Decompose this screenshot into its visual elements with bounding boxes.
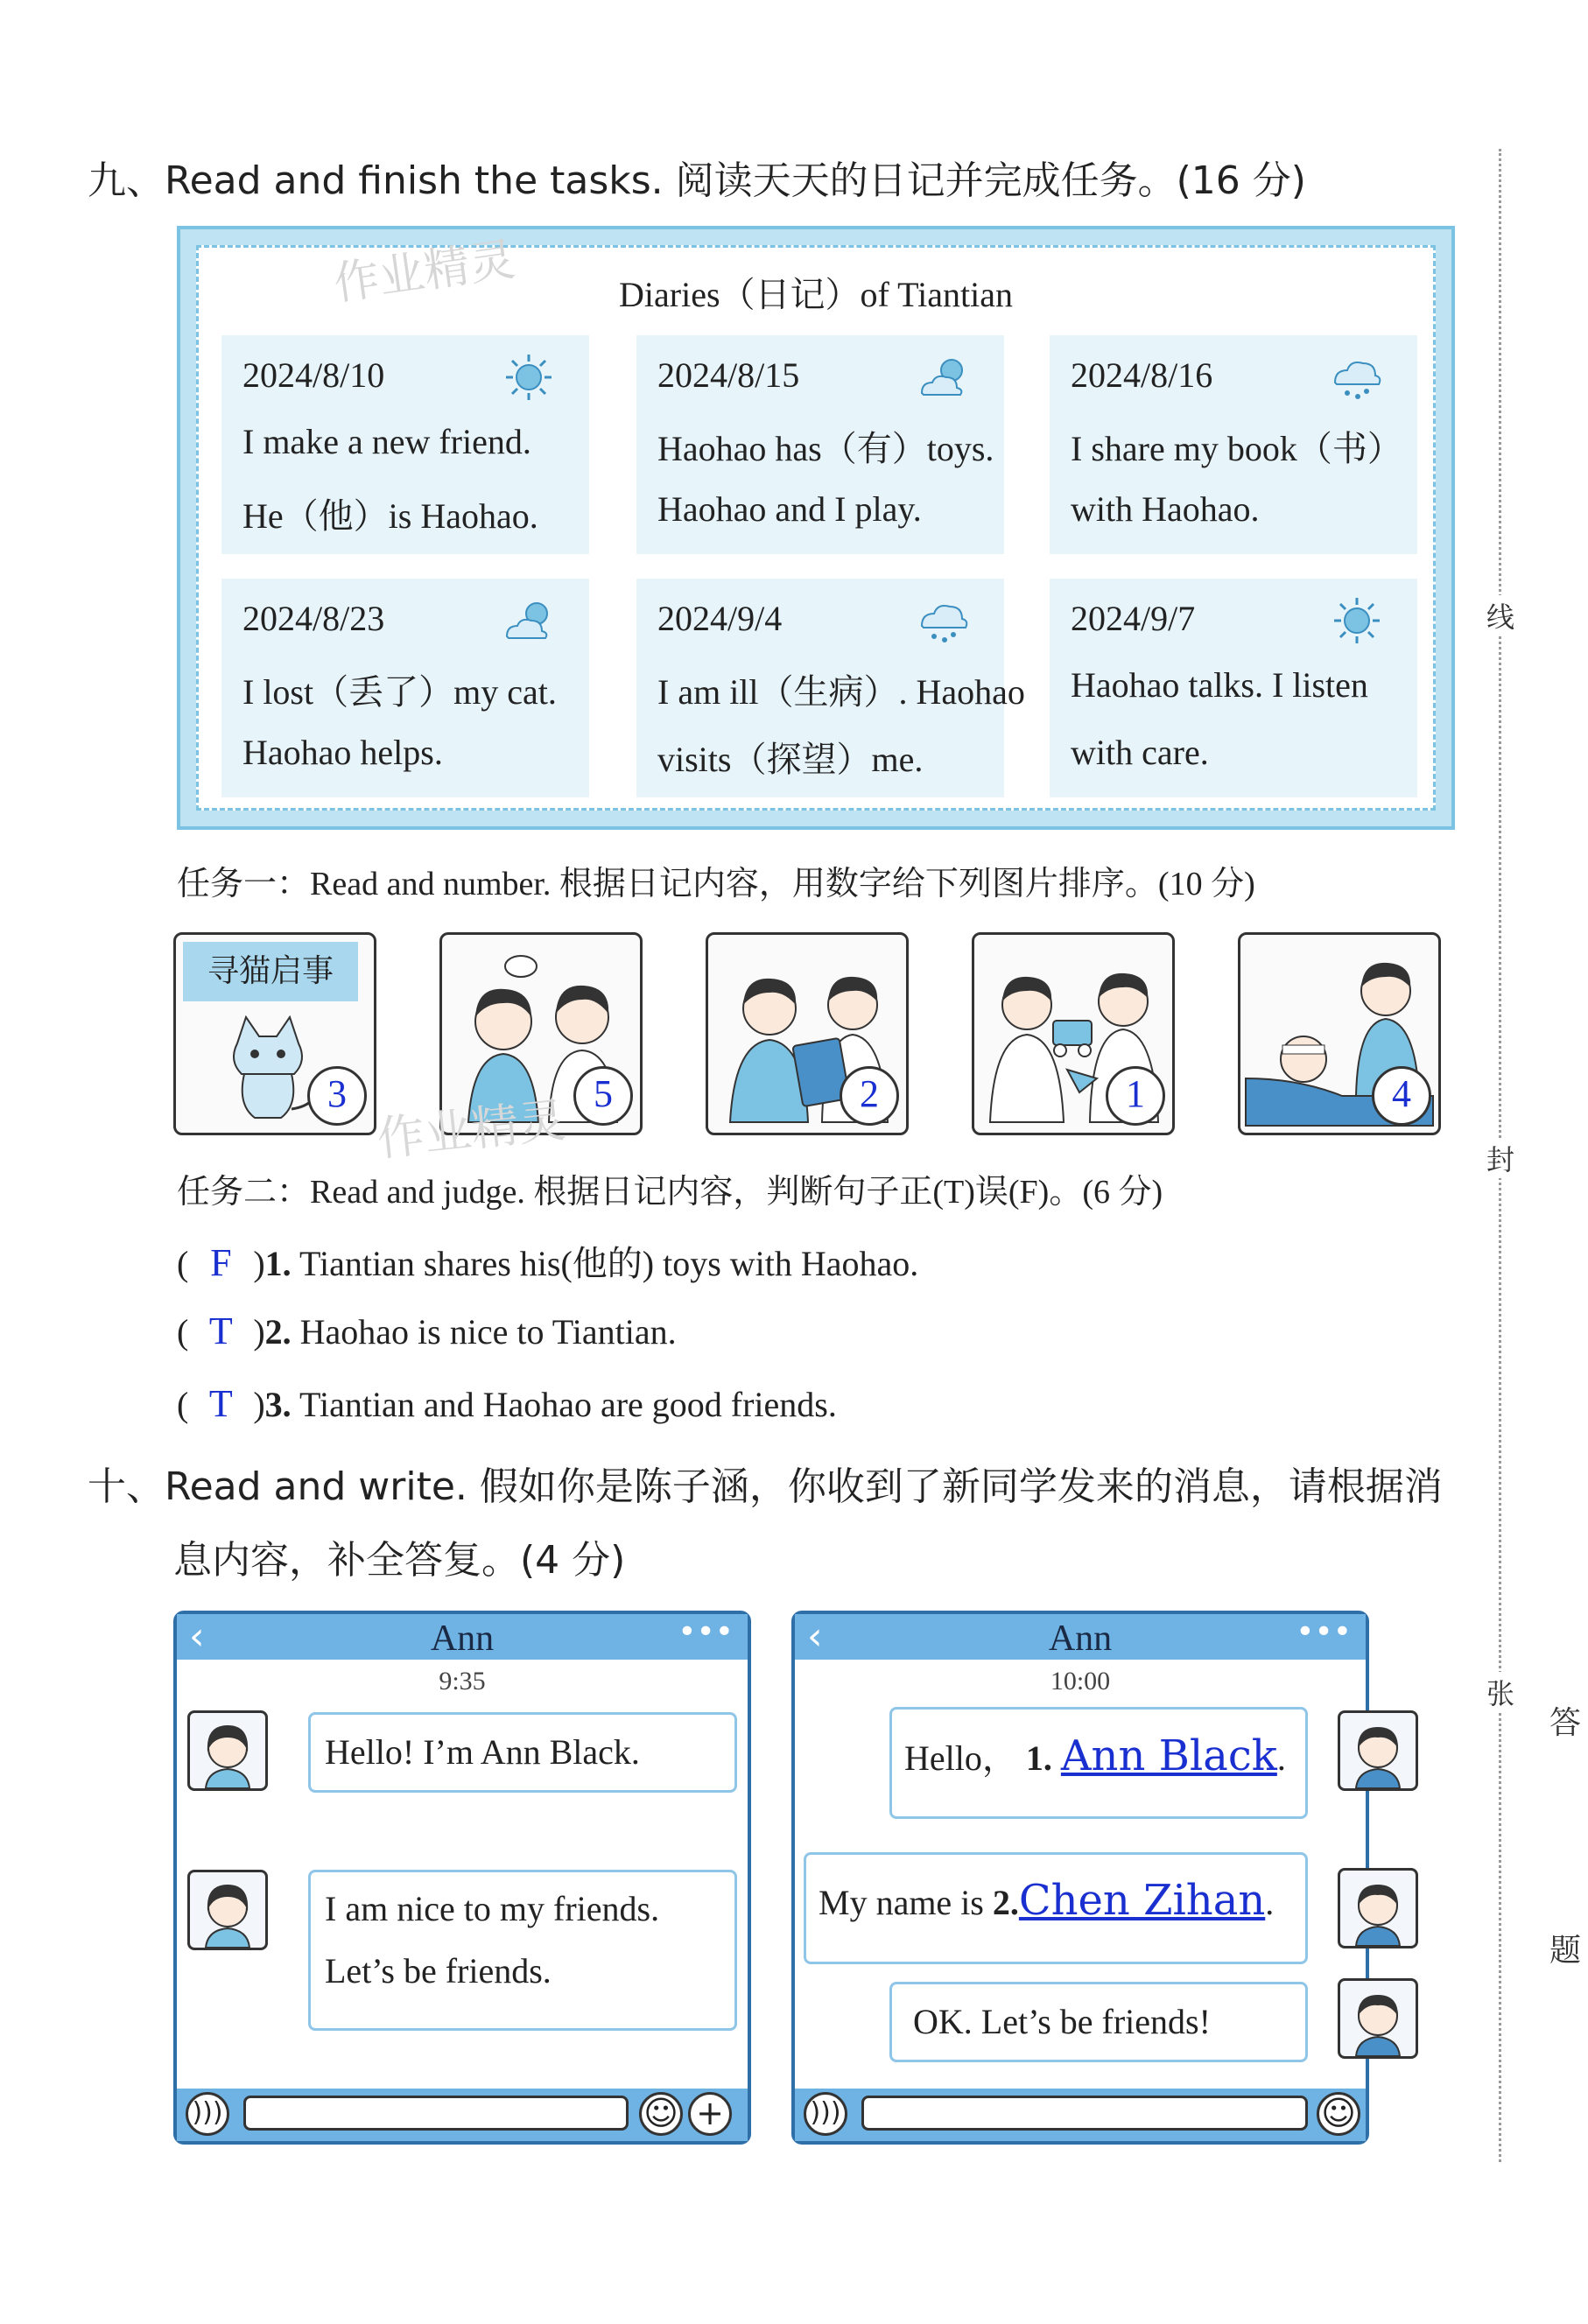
judge-item: ( T )3. Tiantian and Haohao are good friends. xyxy=(177,1382,837,1425)
picture-number[interactable]: 1 xyxy=(1106,1066,1165,1126)
chat-window-right xyxy=(791,1611,1369,2145)
entry-line: Haohao helps. xyxy=(242,733,443,772)
diary-entry xyxy=(1050,335,1417,554)
chat-time: 9:35 xyxy=(439,1667,486,1696)
avatar xyxy=(1338,1868,1418,1948)
emoji-icon[interactable]: ☺ xyxy=(1317,2092,1360,2136)
judge-answer[interactable]: T xyxy=(208,1309,233,1352)
judge-answer[interactable]: F xyxy=(210,1241,232,1284)
diary-entry xyxy=(636,579,1025,797)
picture-number[interactable]: 3 xyxy=(307,1066,367,1126)
girl-avatar-icon xyxy=(1340,1713,1416,1788)
message-input[interactable] xyxy=(861,2096,1308,2131)
edge-char: 答 xyxy=(1549,1705,1582,1741)
answer-blank-1[interactable]: Ann Black xyxy=(1060,1731,1277,1780)
rain-icon xyxy=(1326,351,1388,404)
chat-bubble-outgoing: OK. Let’s be friends! xyxy=(889,1982,1308,2062)
entry-date: 2024/8/15 xyxy=(657,355,800,395)
sunny-icon xyxy=(498,351,559,404)
entry-line: I lost（丢了）my cat. xyxy=(242,672,557,712)
entry-date: 2024/8/10 xyxy=(242,355,385,395)
entry-date: 2024/8/23 xyxy=(242,599,385,638)
entry-line: I make a new friend. xyxy=(242,422,531,461)
binding-label: 张 xyxy=(1486,1672,1514,1712)
picture-boys-playing-toys xyxy=(972,932,1175,1135)
avatar xyxy=(1338,1710,1418,1791)
picture-number[interactable]: 5 xyxy=(573,1066,633,1126)
chat-contact-name: Ann xyxy=(1048,1618,1113,1659)
entry-line: I am ill（生病）. Haohao xyxy=(657,672,1025,712)
diary-entry xyxy=(221,335,589,554)
chat-message-line: Let’s be friends. xyxy=(325,1951,552,1990)
chat-bubble-outgoing: My name is 2.Chen Zihan. xyxy=(804,1852,1308,1964)
judge-item: ( F )1. Tiantian shares his(他的) toys with Haohao. xyxy=(177,1241,919,1284)
chat-message-line: I am nice to my friends. xyxy=(325,1889,660,1928)
task-2-instruction: 任务二：Read and judge. 根据日记内容，判断句子正(T)误(F)。(6 分) xyxy=(177,1174,1163,1211)
answer-blank-2[interactable]: Chen Zihan xyxy=(1018,1876,1266,1925)
chat-bubble-outgoing: Hello， 1. Ann Black. xyxy=(889,1707,1308,1819)
diary-title: Diaries（日记）of Tiantian xyxy=(619,275,1013,314)
watermark: 作业精灵 xyxy=(330,233,518,312)
diary-entry xyxy=(1050,579,1417,797)
picture-number[interactable]: 2 xyxy=(840,1066,899,1126)
entry-line: visits（探望）me. xyxy=(657,740,924,779)
cat-icon xyxy=(211,1008,325,1122)
binding-label: 封 xyxy=(1486,1138,1514,1178)
girl-avatar-icon xyxy=(190,1713,265,1788)
avatar xyxy=(187,1870,268,1950)
entry-date: 2024/9/4 xyxy=(657,599,783,638)
entry-line: He（他）is Haohao. xyxy=(242,496,538,536)
poster-caption: 寻猫启事 xyxy=(183,942,358,1001)
task-1-instruction: 任务一：Read and number. 根据日记内容，用数字给下列图片排序。(10 分) xyxy=(177,866,1255,902)
plus-icon[interactable]: + xyxy=(688,2092,732,2136)
avatar xyxy=(187,1710,268,1791)
entry-line: I share my book（书） xyxy=(1071,429,1402,468)
chat-header xyxy=(795,1614,1366,1660)
chat-header xyxy=(177,1614,748,1660)
edge-char: 题 xyxy=(1549,1933,1582,1969)
chat-contact-name: Ann xyxy=(430,1618,495,1659)
diary-entry xyxy=(221,579,589,797)
binding-label: 线 xyxy=(1486,595,1514,635)
picture-lost-cat-poster xyxy=(173,932,376,1135)
entry-date: 2024/9/7 xyxy=(1071,599,1196,638)
back-icon[interactable]: ‹ xyxy=(807,1614,823,1659)
picture-number[interactable]: 4 xyxy=(1372,1066,1431,1126)
entry-date: 2024/8/16 xyxy=(1071,355,1213,395)
chat-bubble-incoming: Hello! I’m Ann Black. xyxy=(308,1712,737,1793)
girl-avatar-icon xyxy=(190,1872,265,1948)
voice-icon[interactable]: ))) xyxy=(186,2092,229,2136)
judge-item: ( T )2. Haohao is nice to Tiantian. xyxy=(177,1309,677,1352)
judge-answer[interactable]: T xyxy=(208,1382,233,1425)
picture-boys-sharing-book xyxy=(706,932,909,1135)
chat-time: 10:00 xyxy=(1050,1667,1111,1696)
entry-line: with care. xyxy=(1071,733,1209,772)
section-10-heading: 十、Read and write. 假如你是陈子涵，你收到了新同学发来的消息，请根据消 xyxy=(88,1464,1443,1509)
emoji-icon[interactable]: ☺ xyxy=(639,2092,683,2136)
girl-avatar-icon xyxy=(1340,1981,1416,2056)
cloudy-sun-icon xyxy=(913,351,974,404)
cloudy-sun-icon xyxy=(498,594,559,647)
message-input[interactable] xyxy=(243,2096,629,2131)
back-icon[interactable]: ‹ xyxy=(189,1614,205,1659)
entry-line: Haohao and I play. xyxy=(657,489,922,529)
chat-window-left xyxy=(173,1611,751,2145)
sunny-icon xyxy=(1326,594,1388,647)
section-10-heading-cont: 息内容，补全答复。(4 分) xyxy=(173,1538,626,1583)
diary-panel xyxy=(177,226,1455,830)
more-icon[interactable]: ••• xyxy=(1296,1614,1352,1650)
section-9-heading: 九、Read and finish the tasks. 阅读天天的日记并完成任务。(16 分) xyxy=(88,158,1306,203)
entry-line: with Haohao. xyxy=(1071,489,1260,529)
picture-visiting-sick-friend xyxy=(1238,932,1441,1135)
chat-bubble-incoming xyxy=(308,1870,737,2031)
avatar xyxy=(1338,1978,1418,2059)
rain-icon xyxy=(913,594,974,647)
entry-line: Haohao talks. I listen xyxy=(1071,665,1368,705)
chat-input-bar xyxy=(795,2089,1366,2141)
diary-entry xyxy=(636,335,1004,554)
voice-icon[interactable]: ))) xyxy=(804,2092,847,2136)
more-icon[interactable]: ••• xyxy=(678,1614,734,1650)
girl-avatar-icon xyxy=(1340,1871,1416,1946)
watermark: 作业精灵 xyxy=(374,1092,569,1168)
chat-input-bar xyxy=(177,2089,748,2141)
entry-line: Haohao has（有）toys. xyxy=(657,429,994,468)
